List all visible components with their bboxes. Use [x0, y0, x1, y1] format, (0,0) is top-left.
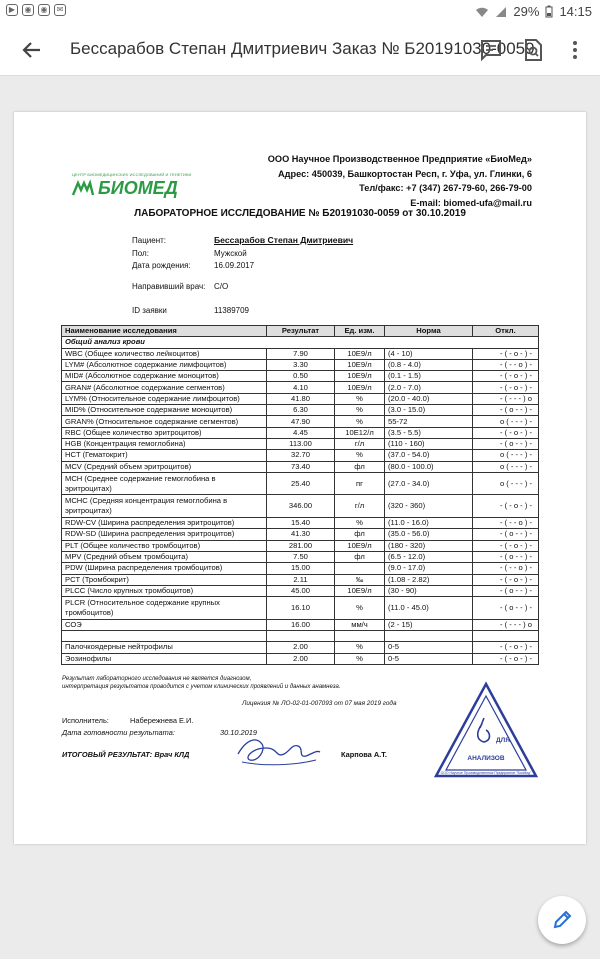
cell-test-name: LYM% (Относительное содержание лимфоцитов) — [62, 393, 267, 404]
cell-deviation: - ( o - - ) - — [473, 438, 539, 449]
organization-info — [268, 152, 532, 210]
cell-deviation: - ( - o - ) - — [473, 574, 539, 585]
table-row — [62, 427, 539, 438]
cell-norm: (3.5 - 5.5) — [385, 427, 473, 438]
cell-test-name: RDW-SD (Ширина распределения эритроцитов) — [62, 529, 267, 540]
cell-result: 73.40 — [267, 461, 335, 472]
cell-test-name: GRAN# (Абсолютное содержание сегментов) — [62, 382, 267, 393]
cell-unit: 10E12/л — [335, 427, 385, 438]
cell-norm: (0.8 - 4.0) — [385, 359, 473, 370]
cell-deviation: - ( - - o ) - — [473, 563, 539, 574]
cell-norm: (80.0 - 100.0) — [385, 461, 473, 472]
cell-result: 0.50 — [267, 371, 335, 382]
cell-norm: (6.5 - 12.0) — [385, 551, 473, 562]
cell-unit: фл — [335, 461, 385, 472]
cell-result: 7.90 — [267, 348, 335, 359]
cell-unit: фл — [335, 551, 385, 562]
cell-test-name: MID# (Абсолютное содержание моноцитов) — [62, 371, 267, 382]
table-row — [62, 518, 539, 529]
document-title: Бессарабов Степан Дмитриевич Заказ № Б20191030-0059 — [70, 39, 535, 58]
cell-norm: (27.0 - 34.0) — [385, 472, 473, 495]
cell-norm: 55-72 — [385, 416, 473, 427]
cell-result: 346.00 — [267, 495, 335, 518]
table-row — [62, 371, 539, 382]
col-header-name: Наименование исследования — [62, 326, 267, 337]
empty-cell — [473, 631, 539, 642]
patient-label: Пациент: — [132, 236, 167, 245]
table-row — [62, 461, 539, 472]
org-phone: Тел/факс: +7 (347) 267-79-60, 266-79-00 — [359, 183, 532, 193]
cell-result: 281.00 — [267, 540, 335, 551]
cell-unit: % — [335, 518, 385, 529]
table-row — [62, 540, 539, 551]
cell-test-name: PLCC (Число крупных тромбоцитов) — [62, 585, 267, 596]
cell-result: 6.30 — [267, 405, 335, 416]
stamp-line-2: АНАЛИЗОВ — [467, 755, 505, 762]
doctor-label: Направивший врач: — [132, 282, 206, 291]
cell-deviation: - ( - o - ) - — [473, 653, 539, 664]
cell-unit: % — [335, 597, 385, 620]
cell-result: 2.00 — [267, 653, 335, 664]
org-email: E-mail: biomed-ufa@mail.ru — [410, 197, 532, 208]
cell-deviation: - ( o - - ) - — [473, 529, 539, 540]
cell-norm: (110 - 160) — [385, 438, 473, 449]
cell-norm: (30 - 90) — [385, 585, 473, 596]
referring-doctor: С/О — [214, 282, 229, 291]
comment-icon — [478, 37, 504, 63]
table-row — [62, 597, 539, 620]
col-header-deviation: Откл. — [473, 326, 539, 337]
cell-test-name: RDW-CV (Ширина распределения эритроцитов) — [62, 518, 267, 529]
search-in-document-button[interactable] — [520, 37, 546, 63]
cell-deviation: o ( - - - ) - — [473, 461, 539, 472]
signal-icon — [495, 6, 507, 18]
cell-deviation: - ( o - - ) - — [473, 585, 539, 596]
cell-result: 45.00 — [267, 585, 335, 596]
cell-unit: г/л — [335, 495, 385, 518]
cell-test-name: Эозинофилы — [62, 653, 267, 664]
document-page — [14, 112, 586, 844]
cell-unit: ‰ — [335, 574, 385, 585]
table-row — [62, 529, 539, 540]
col-header-norm: Норма — [385, 326, 473, 337]
table-row — [62, 450, 539, 461]
cell-unit: % — [335, 653, 385, 664]
cell-test-name: PDW (Ширина распределения тромбоцитов) — [62, 563, 267, 574]
cell-result: 4.10 — [267, 382, 335, 393]
cell-test-name: LYM# (Абсолютное содержание лимфоцитов) — [62, 359, 267, 370]
cell-test-name: GRAN% (Относительное содержание сегментов) — [62, 416, 267, 427]
cell-unit: г/л — [335, 438, 385, 449]
cell-deviation: - ( o - - ) - — [473, 551, 539, 562]
table-row — [62, 393, 539, 404]
empty-cell — [335, 631, 385, 642]
cell-deviation: o ( - - - ) - — [473, 472, 539, 495]
cell-test-name: HCT (Гематокрит) — [62, 450, 267, 461]
notification-icon: ▶ — [6, 4, 18, 16]
cell-unit: % — [335, 450, 385, 461]
disclaimer-line-1: Результат лабораторного исследования не является диагнозом, — [62, 676, 252, 682]
report-title: ЛАБОРАТОРНОЕ ИССЛЕДОВАНИЕ № Б20191030-0059 от 30.10.2019 — [134, 208, 466, 219]
cell-test-name: MCH (Среднее содержание гемоглобина в эритроцитах) — [62, 472, 267, 495]
cell-unit: % — [335, 642, 385, 653]
cell-test-name: MPV (Средний объем тромбоцита) — [62, 551, 267, 562]
cell-unit: 10E9/л — [335, 585, 385, 596]
cell-deviation: - ( - o - ) - — [473, 382, 539, 393]
cell-result: 113.00 — [267, 438, 335, 449]
table-row — [62, 438, 539, 449]
table-spacer-row — [62, 631, 539, 642]
cell-test-name: Палочкоядерные нейтрофилы — [62, 642, 267, 653]
disclaimer-line-2: интерпретация результатов проводится с учетом клинических проявлений и данных анамнеза. — [62, 684, 341, 690]
clock: 14:15 — [559, 4, 592, 19]
cell-deviation: - ( - o - ) - — [473, 642, 539, 653]
cell-test-name: СОЭ — [62, 619, 267, 630]
cell-unit: 10E9/л — [335, 382, 385, 393]
ready-date-label: Дата готовности результата: — [62, 728, 175, 737]
more-vert-icon — [562, 37, 588, 63]
cell-deviation: - ( - o - ) - — [473, 371, 539, 382]
cell-deviation: - ( - - o ) - — [473, 518, 539, 529]
battery-level: 29% — [513, 4, 540, 19]
cell-test-name: MCV (Средний объем эритроцитов) — [62, 461, 267, 472]
cell-deviation: - ( - o - ) - — [473, 540, 539, 551]
cell-unit: фл — [335, 529, 385, 540]
cell-norm: (3.0 - 15.0) — [385, 405, 473, 416]
arrow-left-icon — [18, 36, 46, 64]
cell-norm: (2.0 - 7.0) — [385, 382, 473, 393]
table-row — [62, 348, 539, 359]
order-id: 11389709 — [214, 306, 249, 315]
wifi-icon — [475, 6, 489, 18]
table-row — [62, 382, 539, 393]
cell-unit: % — [335, 416, 385, 427]
section-row — [62, 337, 539, 348]
cell-norm: (4 - 10) — [385, 348, 473, 359]
org-address: Адрес: 450039, Башкортостан Респ, г. Уфа, ул. Глинки, 6 — [278, 168, 532, 179]
cell-norm: (2 - 15) — [385, 619, 473, 630]
cell-deviation: - ( - o - ) - — [473, 348, 539, 359]
cell-norm: (11.0 - 45.0) — [385, 597, 473, 620]
cell-result: 25.40 — [267, 472, 335, 495]
cell-norm: 0-5 — [385, 642, 473, 653]
section-title: Общий анализ крови — [62, 337, 539, 348]
ready-date: 30.10.2019 — [220, 728, 257, 737]
cell-test-name: MID% (Относительное содержание моноцитов) — [62, 405, 267, 416]
battery-icon — [545, 5, 553, 18]
cell-deviation: - ( - - o ) - — [473, 359, 539, 370]
cell-deviation: o ( - - - ) - — [473, 450, 539, 461]
patient-name: Бессарабов Степан Дмитриевич — [214, 235, 354, 245]
notification-icons — [6, 4, 66, 16]
cell-deviation: - ( o - - ) - — [473, 597, 539, 620]
cell-unit: % — [335, 405, 385, 416]
license-text: Лицензия № ЛО-02-01-007093 от 07 мая 2019 года — [242, 700, 397, 707]
table-row — [62, 551, 539, 562]
cell-norm: 0-5 — [385, 653, 473, 664]
comment-button[interactable] — [478, 37, 504, 63]
cell-test-name: RBC (Общее количество эритроцитов) — [62, 427, 267, 438]
cell-result: 15.40 — [267, 518, 335, 529]
org-name: ООО Научное Производственное Предприятие «БиоМед» — [267, 154, 532, 164]
results-table — [61, 325, 539, 665]
logo-subtitle: ЦЕНТР БИОМЕДИЦИНСКИХ ИССЛЕДОВАНИЙ И ГЕНЕТИКИ — [72, 172, 192, 177]
cell-norm: (11.0 - 16.0) — [385, 518, 473, 529]
executor-label: Исполнитель: — [62, 716, 109, 725]
final-doctor-name: Карпова А.Т. — [341, 750, 387, 759]
table-row — [62, 359, 539, 370]
table-row — [62, 574, 539, 585]
table-row — [62, 563, 539, 574]
table-row — [62, 585, 539, 596]
table-row — [62, 642, 539, 653]
lab-stamp — [432, 680, 540, 782]
cell-result: 16.10 — [267, 597, 335, 620]
cell-test-name: WBC (Общее количество лейкоцитов) — [62, 348, 267, 359]
cell-norm: (1.08 - 2.82) — [385, 574, 473, 585]
cell-result: 47.90 — [267, 416, 335, 427]
patient-sex: Мужской — [214, 249, 247, 258]
cell-unit: 10E9/л — [335, 540, 385, 551]
table-row — [62, 405, 539, 416]
cell-result: 16.00 — [267, 619, 335, 630]
logo-name: БИОМЕД — [98, 178, 178, 198]
cell-unit — [335, 563, 385, 574]
search-document-icon — [520, 37, 546, 63]
cell-deviation: - ( o - - ) - — [473, 405, 539, 416]
cell-test-name: PLCR (Относительное содержание крупных тромбоцитов) — [62, 597, 267, 620]
cell-norm: (180 - 320) — [385, 540, 473, 551]
table-row — [62, 472, 539, 495]
doctor-signature — [232, 732, 324, 772]
cell-unit: мм/ч — [335, 619, 385, 630]
table-row — [62, 653, 539, 664]
more-options-button[interactable] — [562, 37, 588, 63]
cell-deviation: - ( - o - ) - — [473, 427, 539, 438]
cell-test-name: PLT (Общее количество тромбоцитов) — [62, 540, 267, 551]
cell-unit: 10E9/л — [335, 371, 385, 382]
cell-unit: 10E9/л — [335, 359, 385, 370]
empty-cell — [385, 631, 473, 642]
table-row — [62, 619, 539, 630]
cell-deviation: - ( - - - ) o — [473, 393, 539, 404]
biomed-logo — [72, 172, 222, 199]
edit-fab[interactable] — [538, 896, 586, 944]
cell-test-name: HGB (Концентрация гемоглобина) — [62, 438, 267, 449]
cell-norm: (9.0 - 17.0) — [385, 563, 473, 574]
patient-dob: 16.09.2017 — [214, 261, 255, 270]
cell-result: 41.80 — [267, 393, 335, 404]
pencil-icon — [538, 896, 586, 944]
empty-cell — [267, 631, 335, 642]
col-header-result: Результат — [267, 326, 335, 337]
table-row — [62, 416, 539, 427]
executor-name: Набережнева Е.И. — [130, 716, 194, 725]
cell-unit: пг — [335, 472, 385, 495]
cell-norm: (37.0 - 54.0) — [385, 450, 473, 461]
cell-unit: 10E9/л — [335, 348, 385, 359]
cell-result: 15.00 — [267, 563, 335, 574]
cell-norm: (35.0 - 56.0) — [385, 529, 473, 540]
notification-icon: ◉ — [22, 4, 34, 16]
final-result-label: ИТОГОВЫЙ РЕЗУЛЬТАТ: Врач КЛД — [62, 750, 190, 759]
notification-icon: ◉ — [38, 4, 50, 16]
stamp-line-1: ДЛЯ — [496, 737, 510, 744]
cell-test-name: MCHC (Средняя концентрация гемоглобина в эритроцитах) — [62, 495, 267, 518]
empty-cell — [62, 631, 267, 642]
cell-result: 3.30 — [267, 359, 335, 370]
cell-result: 7.50 — [267, 551, 335, 562]
stamp-org: ООО Научное Производственное Предприятие "БиоМед" — [440, 771, 532, 775]
cell-norm: (0.1 - 1.5) — [385, 371, 473, 382]
cell-unit: % — [335, 393, 385, 404]
cell-deviation: - ( - o - ) - — [473, 495, 539, 518]
cell-norm: (20.0 - 40.0) — [385, 393, 473, 404]
sex-label: Пол: — [132, 249, 149, 258]
cell-deviation: - ( - - - ) o — [473, 619, 539, 630]
cell-result: 32.70 — [267, 450, 335, 461]
back-button[interactable] — [18, 36, 46, 64]
cell-test-name: PCT (Тромбокрит) — [62, 574, 267, 585]
status-bar — [0, 0, 600, 24]
cell-result: 41.30 — [267, 529, 335, 540]
cell-deviation: o ( - - - ) - — [473, 416, 539, 427]
table-row — [62, 495, 539, 518]
cell-result: 2.00 — [267, 642, 335, 653]
order-label: ID заявки — [132, 306, 167, 315]
cell-result: 4.45 — [267, 427, 335, 438]
cell-result: 2.11 — [267, 574, 335, 585]
cell-norm: (320 - 360) — [385, 495, 473, 518]
dob-label: Дата рождения: — [132, 261, 191, 270]
col-header-unit: Ед. изм. — [335, 326, 385, 337]
logo-mark-icon — [72, 182, 94, 196]
app-bar — [0, 24, 600, 76]
table-header-row — [62, 326, 539, 337]
notification-icon: ✉ — [54, 4, 66, 16]
